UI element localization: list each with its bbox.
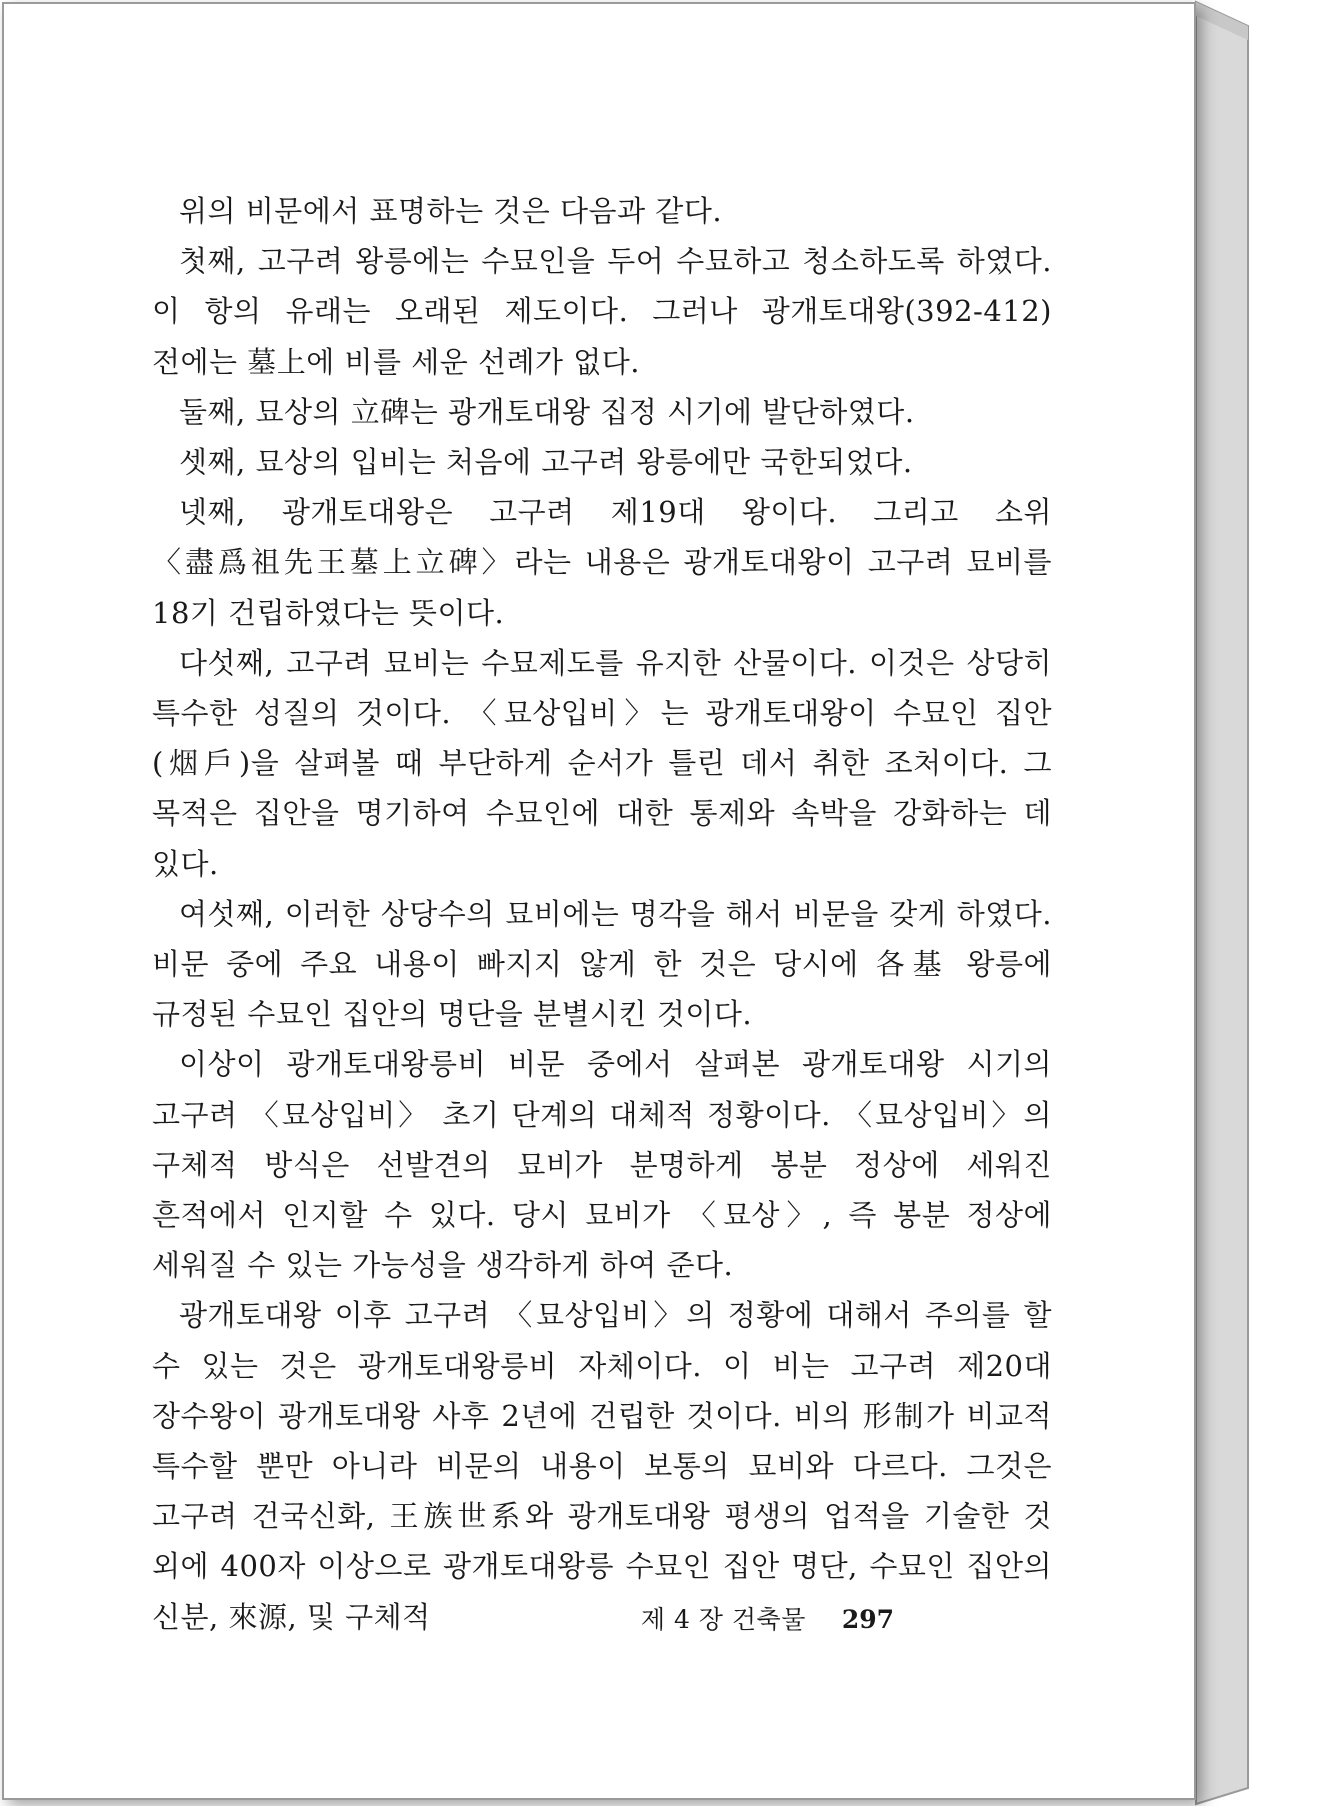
- paragraph-summary: 이상이 광개토대왕릉비 비문 중에서 살펴본 광개토대왕 시기의 고구려 〈묘상입비〉 초기 단계의 대체적 정황이다. 〈묘상입비〉의 구체적 방식은 선발견의 묘비가 분명하게 봉분 정상에 세워진 흔적에서 인지할 수 있다. 당시 묘비가 〈묘상〉, 즉 봉분 정상에 세워질 수 있는 가능성을 생각하게 하여 준다.: [152, 1047, 1052, 1283]
- paragraph-sixth: 여섯째, 이러한 상당수의 묘비에는 명각을 해서 비문을 갖게 하였다. 비문 중에 주요 내용이 빠지지 않게 한 것은 당시에 各基 왕릉에 규정된 수묘인 집안의 명단을 분별시킨 것이다.: [152, 896, 1052, 1032]
- book-spine-shape: [1190, 0, 1322, 1806]
- paragraph-fifth: 다섯째, 고구려 묘비는 수묘제도를 유지한 산물이다. 이것은 상당히 특수한 성질의 것이다. 〈묘상입비〉는 광개토대왕이 수묘인 집안(烟戶)을 살펴볼 때 부단하게 순서가 틀린 데서 취한 조처이다. 그 목적은 집안을 명기하여 수묘인에 대한 통제와 속박을 강화하는 데 있다.: [152, 645, 1052, 881]
- page-number: 297: [841, 1605, 894, 1634]
- book-page: [2, 2, 1196, 1800]
- paragraph-second: 둘째, 묘상의 立碑는 광개토대왕 집정 시기에 발단하였다.: [179, 394, 915, 429]
- page-footer: [641, 1600, 894, 1636]
- paragraph-fourth: 넷째, 광개토대왕은 고구려 제19대 왕이다. 그리고 소위 〈盡爲祖先王墓上立碑〉라는 내용은 광개토대왕이 고구려 묘비를 18기 건립하였다는 뜻이다.: [152, 495, 1052, 630]
- paragraph-first: 첫째, 고구려 왕릉에는 수묘인을 두어 수묘하고 청소하도록 하였다. 이 항의 유래는 오래된 제도이다. 그러나 광개토대왕(392-412) 전에는 墓上에 비를 세운 선례가 없다.: [152, 244, 1052, 379]
- paragraph-third: 셋째, 묘상의 입비는 처음에 고구려 왕릉에만 국한되었다.: [179, 445, 913, 480]
- chapter-title: 제 4 장 건축물: [640, 1605, 806, 1634]
- paragraph-intro: 위의 비문에서 표명하는 것은 다음과 같다.: [179, 194, 723, 228]
- body-text: [152, 186, 1052, 1642]
- book-spine: [1190, 0, 1322, 1806]
- paragraph-after-gwanggaeto: 광개토대왕 이후 고구려 〈묘상입비〉의 정황에 대해서 주의를 할 수 있는 것은 광개토대왕릉비 자체이다. 이 비는 고구려 제20대 장수왕이 광개토대왕 사후 2년에 건립한 것이다. 비의 形制가 비교적 특수할 뿐만 아니라 비문의 내용이 보통의 묘비와 다르다. 그것은 고구려 건국신화, 王族世系와 광개토대왕 평생의 업적을 기술한 것 외에 400자 이상으로 광개토대왕릉 수묘인 집안 명단, 수묘인 집안의 신분, 來源, 및 구체적: [152, 1298, 1052, 1634]
